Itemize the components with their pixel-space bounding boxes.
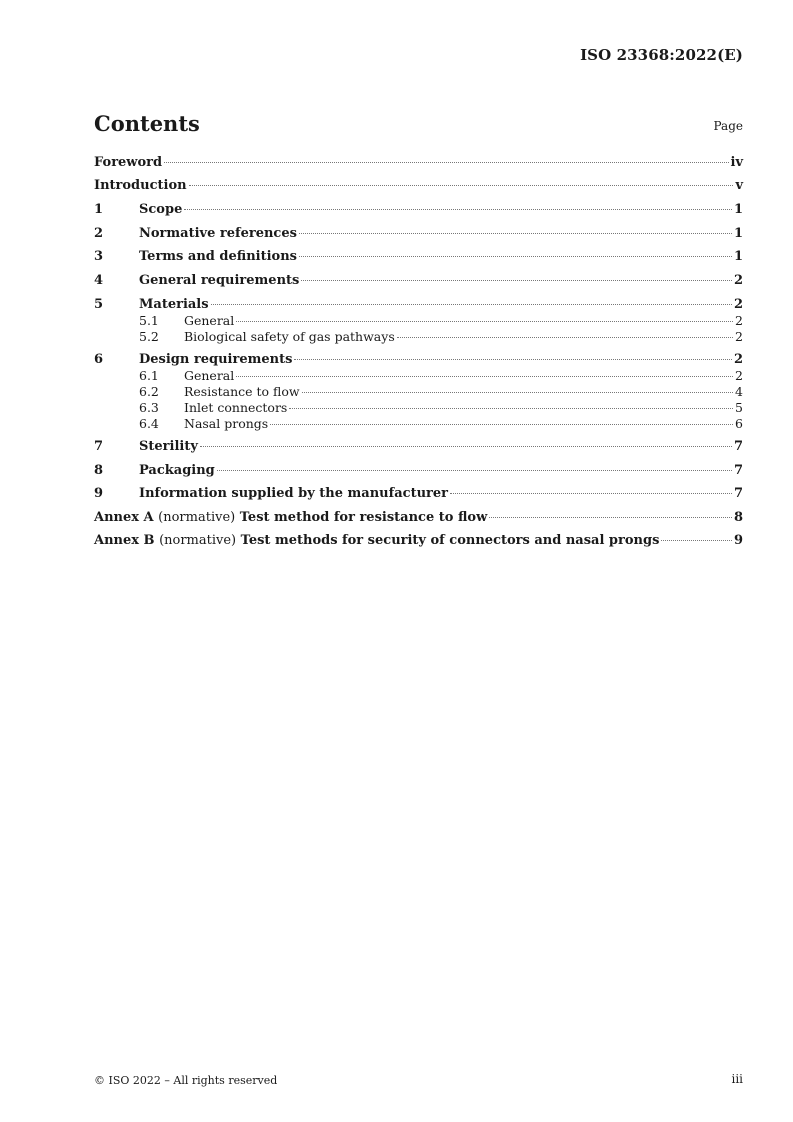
toc-entry-title: General — [184, 368, 235, 383]
toc-entry-annex-a[interactable] — [94, 509, 743, 526]
toc-entry-title: Terms and definitions — [139, 249, 297, 264]
toc-entry-number: 6.2 — [139, 384, 159, 399]
toc-entry-page: 9 — [733, 533, 743, 548]
toc-subentry-nasal-prongs[interactable] — [94, 416, 743, 432]
dot-leader — [301, 280, 732, 281]
toc-entry-title: Sterility — [139, 439, 198, 454]
toc-entry-page: 1 — [733, 202, 743, 217]
toc-entry-number: 3 — [94, 249, 104, 264]
toc-entry-materials[interactable] — [94, 296, 743, 313]
toc-entry-title: Nasal prongs — [184, 416, 269, 431]
toc-subentry-resistance-to-flow[interactable] — [94, 384, 743, 400]
toc-entry-foreword[interactable] — [94, 154, 743, 171]
contents-title: Contents — [94, 111, 200, 136]
dot-leader — [270, 424, 733, 425]
dot-leader — [302, 392, 733, 393]
toc-entry-general-requirements[interactable] — [94, 272, 743, 289]
dot-leader — [217, 470, 732, 471]
page-column-label: Page — [713, 119, 743, 133]
toc-entry-page: 2 — [735, 368, 743, 383]
page-number: iii — [731, 1072, 743, 1086]
dot-leader — [184, 209, 732, 210]
toc-entry-design-requirements[interactable] — [94, 351, 743, 368]
dot-leader — [211, 304, 732, 305]
toc-entry-page: 2 — [735, 329, 743, 344]
toc-entry-title: Foreword — [94, 155, 163, 170]
toc-entry-number: 5.1 — [139, 313, 159, 328]
toc-entry-number: 5 — [94, 297, 104, 312]
toc-entry-number: 6.4 — [139, 416, 159, 431]
toc-entry-terms-and-definitions[interactable] — [94, 248, 743, 265]
dot-leader — [236, 376, 733, 377]
toc-entry-page: 7 — [733, 463, 743, 478]
toc-entry-page: 7 — [733, 486, 743, 501]
toc-entry-title: Scope — [139, 202, 183, 217]
toc-entry-page: v — [735, 178, 743, 193]
dot-leader — [200, 446, 732, 447]
toc-entry-number: 1 — [94, 202, 104, 217]
toc-entry-page: 1 — [733, 249, 743, 264]
toc-entry-title: General requirements — [139, 273, 300, 288]
toc-entry-number: 6 — [94, 352, 104, 367]
toc-entry-sterility[interactable] — [94, 438, 743, 455]
toc-entry-page: 2 — [733, 273, 743, 288]
dot-leader — [661, 540, 732, 541]
annex-type: (normative) — [159, 533, 237, 548]
toc-entry-title: General — [184, 313, 235, 328]
dot-leader — [299, 256, 732, 257]
toc-entry-page: 2 — [735, 313, 743, 328]
toc-entry-page: 7 — [733, 439, 743, 454]
toc-entry-page: 8 — [733, 510, 743, 525]
toc-entry-page: 2 — [733, 352, 743, 367]
toc-entry-title: Normative references — [139, 226, 297, 241]
annex-title: Test methods for security of connectors and nasal prongs — [240, 533, 660, 548]
toc-entry-title: Information supplied by the manufacturer — [139, 486, 448, 501]
dot-leader — [289, 408, 733, 409]
toc-entry-title: Inlet connectors — [184, 400, 288, 415]
toc-entry-introduction[interactable] — [94, 177, 743, 194]
toc-entry-title: Biological safety of gas pathways — [184, 329, 395, 344]
annex-label: Annex A — [94, 510, 154, 525]
toc-entry-title: Packaging — [139, 463, 215, 478]
toc-entry-number: 2 — [94, 226, 104, 241]
dot-leader — [189, 185, 734, 186]
toc-entry-title — [94, 532, 659, 549]
toc-entry-title — [94, 509, 487, 526]
toc-entry-number: 5.2 — [139, 329, 159, 344]
annex-title: Test method for resistance to flow — [239, 510, 488, 525]
toc-subentry-biological-safety[interactable] — [94, 329, 743, 345]
toc-entry-title: Introduction — [94, 178, 187, 193]
toc-entry-packaging[interactable] — [94, 462, 743, 479]
toc-entry-page: 5 — [735, 400, 743, 415]
toc-entry-information-supplied[interactable] — [94, 485, 743, 502]
table-of-contents — [94, 154, 743, 549]
dot-leader — [397, 337, 733, 338]
dot-leader — [294, 359, 732, 360]
toc-entry-page: 1 — [733, 226, 743, 241]
copyright-notice: © ISO 2022 – All rights reserved — [94, 1074, 278, 1087]
toc-entry-title: Resistance to flow — [184, 384, 300, 399]
toc-entry-number: 4 — [94, 273, 104, 288]
toc-entry-number: 9 — [94, 486, 104, 501]
toc-subentry-general[interactable] — [94, 368, 743, 384]
dot-leader — [164, 162, 728, 163]
toc-entry-page: 6 — [735, 416, 743, 431]
toc-entry-page: iv — [730, 155, 743, 170]
dot-leader — [489, 517, 732, 518]
dot-leader — [299, 233, 732, 234]
annex-type: (normative) — [158, 510, 236, 525]
annex-label: Annex B — [94, 533, 155, 548]
document-code: ISO 23368:2022(E) — [580, 46, 743, 64]
toc-subentry-inlet-connectors[interactable] — [94, 400, 743, 416]
toc-entry-number: 6.1 — [139, 368, 159, 383]
toc-entry-annex-b[interactable] — [94, 532, 743, 549]
toc-entry-number: 7 — [94, 439, 104, 454]
dot-leader — [236, 321, 733, 322]
toc-entry-title: Design requirements — [139, 352, 293, 367]
toc-subentry-general[interactable] — [94, 313, 743, 329]
toc-entry-scope[interactable] — [94, 201, 743, 218]
toc-entry-page: 4 — [735, 384, 743, 399]
toc-entry-normative-references[interactable] — [94, 225, 743, 242]
toc-entry-title: Materials — [139, 297, 209, 312]
toc-entry-page: 2 — [733, 297, 743, 312]
dot-leader — [450, 493, 732, 494]
toc-entry-number: 8 — [94, 463, 104, 478]
toc-entry-number: 6.3 — [139, 400, 159, 415]
